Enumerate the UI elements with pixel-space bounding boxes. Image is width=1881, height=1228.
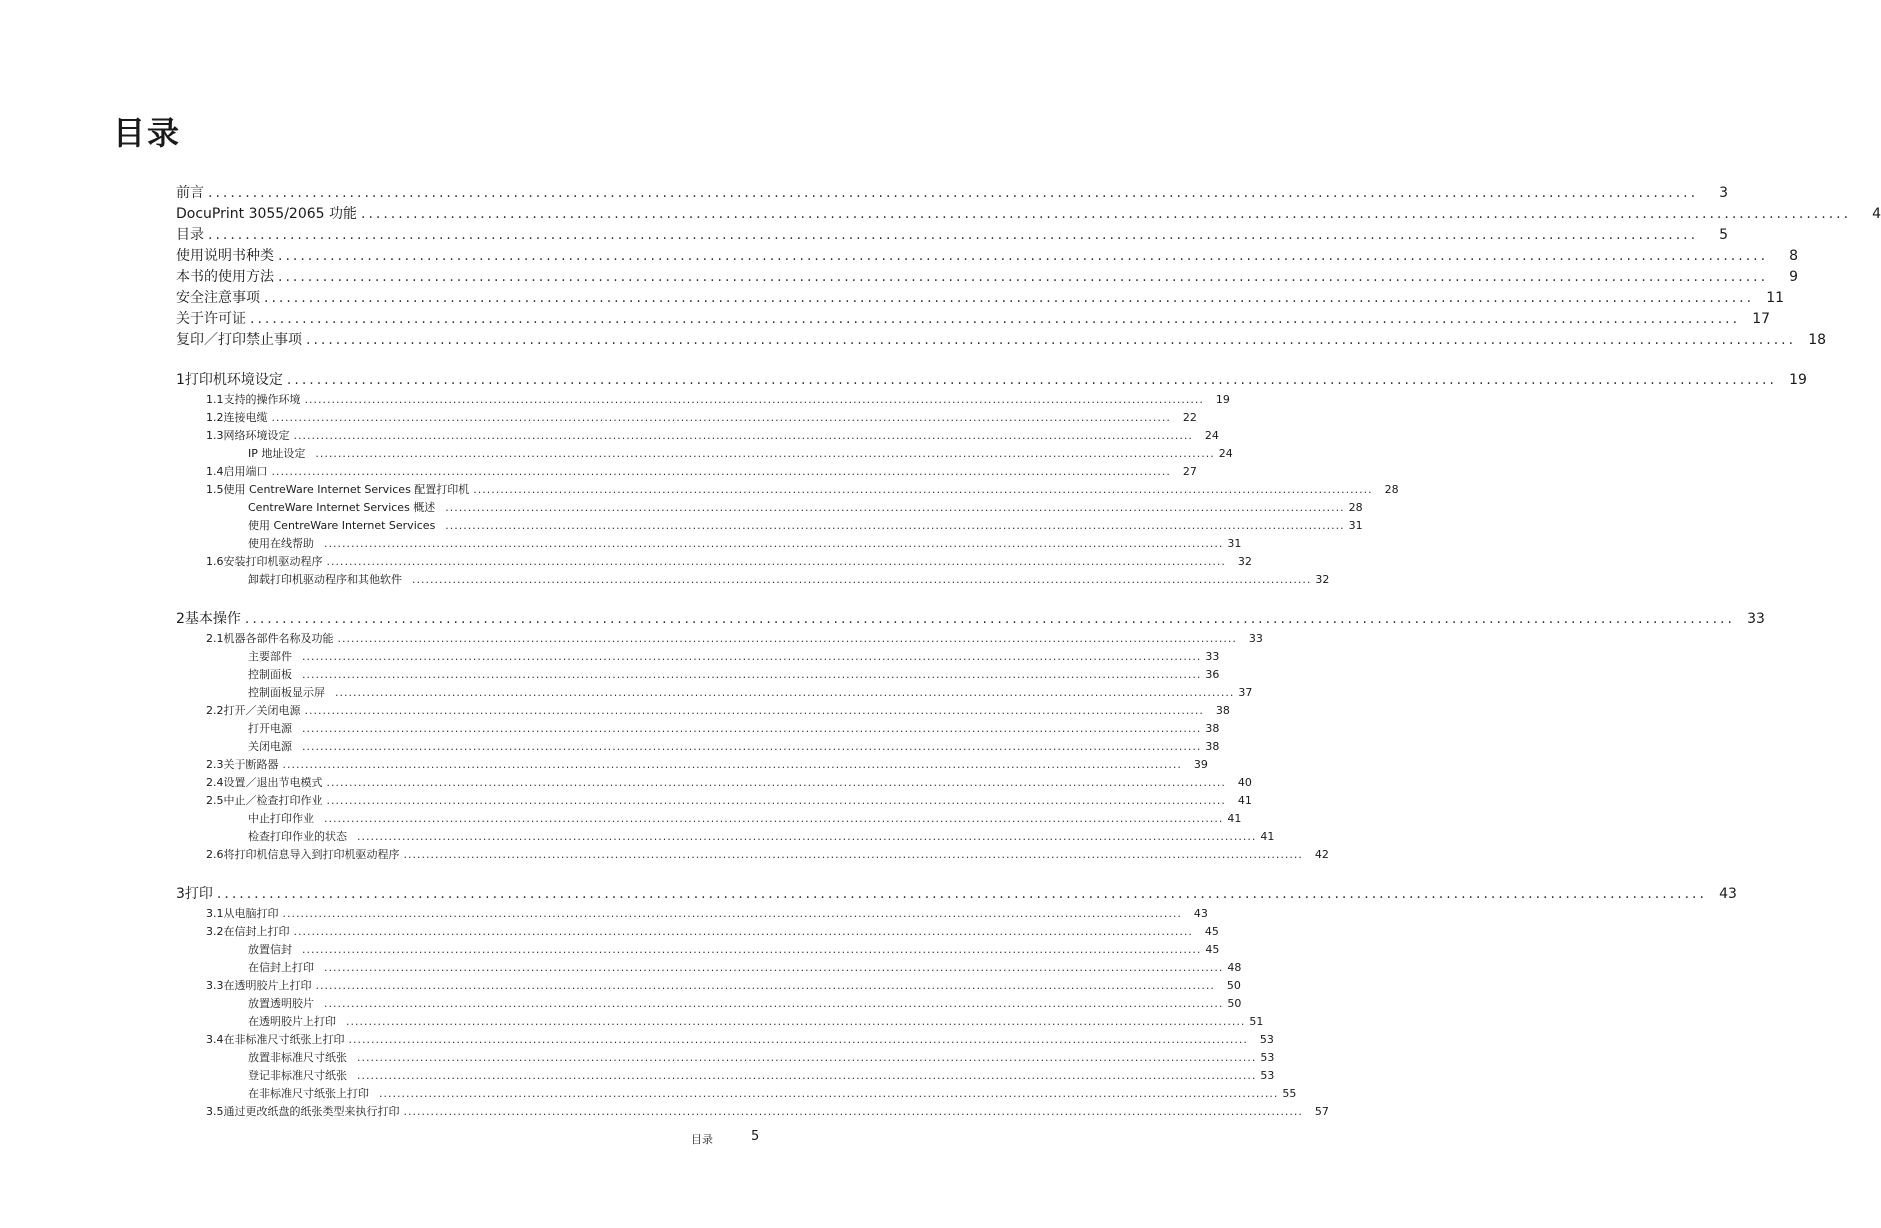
toc-entry-label: 放置非标准尺寸纸张 xyxy=(248,1051,347,1064)
toc-entry-label: 登记非标准尺寸纸张 xyxy=(248,1069,347,1082)
toc-subsection-entry[interactable] xyxy=(248,941,1220,957)
dot-leader: ........................................................................................................................................................................................................ xyxy=(324,537,1224,550)
toc-entry-label: IP 地址设定 xyxy=(248,447,306,460)
toc-section-entry[interactable] xyxy=(206,905,1208,921)
toc-entry-page: 19 xyxy=(1215,393,1230,406)
toc-entry-label: 机器各部件名称及功能 xyxy=(223,632,334,645)
toc-subsection-entry[interactable] xyxy=(248,571,1330,587)
dot-leader: ........................................................................................................................................................................................................ xyxy=(302,740,1202,753)
toc-entry-page: 18 xyxy=(1808,332,1827,348)
toc-front-entry[interactable] xyxy=(176,308,1771,328)
toc-entry-label: 关于断路器 xyxy=(223,758,279,771)
dot-leader: ........................................................................................................................................................................................................ xyxy=(445,501,1345,514)
dot-leader: ........................................................................................................................................................................................................ xyxy=(244,611,1735,627)
dot-leader: ........................................................................................................................................................................................................ xyxy=(250,311,1741,327)
toc-entry-label: 通过更改纸盘的纸张类型来执行打印 xyxy=(223,1105,400,1118)
toc-entry-number: 1 xyxy=(176,372,185,388)
toc-subsection-entry[interactable] xyxy=(248,517,1363,533)
dot-leader: ........................................................................................................................................................................................................ xyxy=(326,794,1226,807)
toc-front-entry[interactable] xyxy=(176,245,1799,265)
dot-leader: ........................................................................................................................................................................................................ xyxy=(278,248,1769,264)
toc-subsection-entry[interactable] xyxy=(248,995,1242,1011)
toc-entry-label: 卸载打印机驱动程序和其他软件 xyxy=(248,573,402,586)
toc-entry-number: 3.4 xyxy=(206,1033,224,1046)
dot-leader: ........................................................................................................................................................................................................ xyxy=(337,632,1237,645)
toc-section-entry[interactable] xyxy=(206,630,1263,646)
toc-entry-page: 5 xyxy=(1719,227,1729,243)
toc-front-entry[interactable] xyxy=(176,182,1729,202)
toc-entry-page: 43 xyxy=(1719,886,1737,902)
toc-entry-page: 19 xyxy=(1789,372,1807,388)
toc-section-entry[interactable] xyxy=(206,792,1252,808)
toc-entry-label: 检查打印作业的状态 xyxy=(248,830,347,843)
toc-entry-page: 8 xyxy=(1789,248,1799,264)
toc-entry-label: 打开电源 xyxy=(248,722,292,735)
toc-entry-page: 38 xyxy=(1205,740,1220,753)
dot-leader: ........................................................................................................................................................................................................ xyxy=(302,650,1202,663)
toc-entry-label: 前言 xyxy=(176,185,204,201)
toc-entry-number: 2.6 xyxy=(206,848,224,861)
toc-entry-page: 28 xyxy=(1384,483,1399,496)
toc-entry-label: 关闭电源 xyxy=(248,740,292,753)
toc-entry-page: 38 xyxy=(1215,704,1230,717)
toc-section-entry[interactable] xyxy=(206,463,1197,479)
toc-entry-number: 1.1 xyxy=(206,393,224,406)
toc-subsection-entry[interactable] xyxy=(248,1013,1264,1029)
toc-chapter-entry[interactable] xyxy=(176,369,1807,389)
toc-entry-label: 网络环境设定 xyxy=(223,429,290,442)
toc-section-entry[interactable] xyxy=(206,391,1230,407)
toc-entry-number: 2 xyxy=(176,611,185,627)
dot-leader: ........................................................................................................................................................................................................ xyxy=(315,447,1215,460)
dot-leader: ........................................................................................................................................................................................................ xyxy=(324,997,1224,1010)
toc-entry-number: 3.1 xyxy=(206,907,224,920)
toc-entry-number: 1.3 xyxy=(206,429,224,442)
toc-entry-number: 1.2 xyxy=(206,411,224,424)
dot-leader: ........................................................................................................................................................................................................ xyxy=(346,1015,1246,1028)
toc-entry-label: DocuPrint 3055/2065 功能 xyxy=(176,206,357,222)
toc-entry-label: 安全注意事项 xyxy=(176,290,260,306)
toc-entry-page: 40 xyxy=(1237,776,1252,789)
toc-entry-page: 41 xyxy=(1237,794,1252,807)
toc-section-entry[interactable] xyxy=(206,774,1252,790)
toc-subsection-entry[interactable] xyxy=(248,1067,1275,1083)
dot-leader: ........................................................................................................................................................................................................ xyxy=(278,269,1769,285)
toc-entry-page: 32 xyxy=(1237,555,1252,568)
dot-leader: ........................................................................................................................................................................................................ xyxy=(216,886,1707,902)
footer-page-number: 5 xyxy=(751,1129,760,1144)
toc-subsection-entry[interactable] xyxy=(248,720,1220,736)
toc-subsection-entry[interactable] xyxy=(248,738,1220,754)
toc-entry-page: 50 xyxy=(1226,979,1241,992)
toc-entry-page: 39 xyxy=(1193,758,1208,771)
toc-entry-page: 17 xyxy=(1752,311,1771,327)
dot-leader: ........................................................................................................................................................................................................ xyxy=(357,1069,1257,1082)
toc-entry-label: 放置信封 xyxy=(248,943,292,956)
toc-entry-page: 53 xyxy=(1259,1033,1274,1046)
toc-entry-number: 3.5 xyxy=(206,1105,224,1118)
toc-entry-page: 51 xyxy=(1249,1015,1264,1028)
toc-section-entry[interactable] xyxy=(206,1031,1274,1047)
dot-leader: ........................................................................................................................................................................................................ xyxy=(293,429,1193,442)
toc-entry-label: 使用 CentreWare Internet Services xyxy=(248,519,436,532)
toc-entry-page: 24 xyxy=(1204,429,1219,442)
toc-entry-label: 关于许可证 xyxy=(176,311,246,327)
toc-entry-page: 28 xyxy=(1348,501,1363,514)
dot-leader: ........................................................................................................................................................................................................ xyxy=(403,1105,1303,1118)
toc-entry-label: 中止／检查打印作业 xyxy=(223,794,323,807)
dot-leader: ........................................................................................................................................................................................................ xyxy=(271,465,1171,478)
toc-entry-label: 在非标准尺寸纸张上打印 xyxy=(223,1033,345,1046)
dot-leader: ........................................................................................................................................................................................................ xyxy=(286,372,1777,388)
toc-entry-number: 1.4 xyxy=(206,465,224,478)
dot-leader: ........................................................................................................................................................................................................ xyxy=(473,483,1373,496)
toc-entry-page: 38 xyxy=(1205,722,1220,735)
dot-leader: ........................................................................................................................................................................................................ xyxy=(403,848,1303,861)
toc-entry-label: 复印／打印禁止事项 xyxy=(176,332,302,348)
toc-entry-page: 41 xyxy=(1227,812,1242,825)
toc-entry-label: 使用说明书种类 xyxy=(176,248,274,264)
toc-entry-number: 2.4 xyxy=(206,776,224,789)
toc-entry-number: 2.1 xyxy=(206,632,224,645)
dot-leader: ........................................................................................................................................................................................................ xyxy=(282,758,1182,771)
toc-entry-label: 基本操作 xyxy=(184,611,241,627)
toc-entry-page: 57 xyxy=(1314,1105,1329,1118)
dot-leader: ........................................................................................................................................................................................................ xyxy=(302,668,1202,681)
toc-entry-label: 目录 xyxy=(176,227,204,243)
toc-entry-label: 使用在线帮助 xyxy=(248,537,314,550)
toc-entry-page: 45 xyxy=(1204,925,1219,938)
toc-section-entry[interactable] xyxy=(206,427,1219,443)
toc-entry-label: 打印机环境设定 xyxy=(184,372,283,388)
toc-subsection-entry[interactable] xyxy=(248,648,1220,664)
toc-chapter-entry[interactable] xyxy=(176,608,1765,628)
toc-front-entry[interactable] xyxy=(176,224,1729,244)
toc-entry-number: 3.3 xyxy=(206,979,224,992)
dot-leader: ........................................................................................................................................................................................................ xyxy=(306,332,1797,348)
toc-entry-page: 42 xyxy=(1314,848,1329,861)
toc-entry-page: 48 xyxy=(1227,961,1242,974)
toc-entry-page: 11 xyxy=(1766,290,1785,306)
toc-front-entry[interactable] xyxy=(176,329,1827,349)
toc-entry-label: 本书的使用方法 xyxy=(176,269,274,285)
toc-entry-page: 31 xyxy=(1348,519,1363,532)
toc-entry-label: 支持的操作环境 xyxy=(223,393,301,406)
toc-subsection-entry[interactable] xyxy=(248,499,1363,515)
toc-entry-number: 1.5 xyxy=(206,483,224,496)
toc-entry-label: 启用端口 xyxy=(223,465,268,478)
toc-entry-number: 2.2 xyxy=(206,704,224,717)
toc-subsection-entry[interactable] xyxy=(248,535,1242,551)
toc-front-entry[interactable] xyxy=(176,266,1799,286)
dot-leader: ........................................................................................................................................................................................................ xyxy=(357,830,1257,843)
toc-section-entry[interactable] xyxy=(206,1103,1329,1119)
toc-section-entry[interactable] xyxy=(206,846,1329,862)
toc-section-entry[interactable] xyxy=(206,702,1230,718)
toc-entry-page: 9 xyxy=(1789,269,1799,285)
dot-leader: ........................................................................................................................................................................................................ xyxy=(326,555,1226,568)
toc-entry-number: 2.5 xyxy=(206,794,224,807)
dot-leader: ........................................................................................................................................................................................................ xyxy=(304,393,1204,406)
toc-entry-label: 将打印机信息导入到打印机驱动程序 xyxy=(223,848,400,861)
dot-leader: ........................................................................................................................................................................................................ xyxy=(302,722,1202,735)
toc-entry-page: 31 xyxy=(1227,537,1242,550)
toc-entry-page: 32 xyxy=(1315,573,1330,586)
dot-leader: ........................................................................................................................................................................................................ xyxy=(302,943,1202,956)
dot-leader: ........................................................................................................................................................................................................ xyxy=(208,185,1699,201)
toc-section-entry[interactable] xyxy=(206,553,1252,569)
toc-entry-page: 53 xyxy=(1260,1069,1275,1082)
toc-subsection-entry[interactable] xyxy=(248,1049,1275,1065)
toc-subsection-entry[interactable] xyxy=(248,666,1220,682)
toc-chapter-entry[interactable] xyxy=(176,883,1737,903)
toc-entry-label: 从电脑打印 xyxy=(223,907,279,920)
toc-entry-label: 在信封上打印 xyxy=(248,961,314,974)
toc-entry-label: 放置透明胶片 xyxy=(248,997,314,1010)
toc-entry-page: 50 xyxy=(1227,997,1242,1010)
toc-front-entry[interactable] xyxy=(176,203,1881,223)
toc-entry-label: CentreWare Internet Services 概述 xyxy=(248,501,436,514)
dot-leader: ........................................................................................................................................................................................................ xyxy=(315,979,1215,992)
toc-subsection-entry[interactable] xyxy=(248,828,1275,844)
toc-entry-page: 37 xyxy=(1238,686,1253,699)
toc-entry-page: 36 xyxy=(1205,668,1220,681)
toc-entry-number: 3 xyxy=(176,886,185,902)
dot-leader: ........................................................................................................................................................................................................ xyxy=(348,1033,1248,1046)
dot-leader: ........................................................................................................................................................................................................ xyxy=(208,227,1699,243)
toc-entry-label: 控制面板 xyxy=(248,668,292,681)
toc-entry-number: 3.2 xyxy=(206,925,224,938)
dot-leader: ........................................................................................................................................................................................................ xyxy=(326,776,1226,789)
toc-front-entry[interactable] xyxy=(176,287,1785,307)
dot-leader: ........................................................................................................................................................................................................ xyxy=(412,573,1312,586)
toc-section-entry[interactable] xyxy=(206,481,1399,497)
toc-entry-label: 连接电缆 xyxy=(223,411,268,424)
toc-section-entry[interactable] xyxy=(206,977,1241,993)
toc-entry-page: 27 xyxy=(1182,465,1197,478)
toc-entry-page: 33 xyxy=(1747,611,1765,627)
page-title: 目录 xyxy=(113,114,182,152)
toc-entry-page: 53 xyxy=(1260,1051,1275,1064)
toc-entry-page: 3 xyxy=(1719,185,1729,201)
toc-entry-page: 43 xyxy=(1193,907,1208,920)
dot-leader: ........................................................................................................................................................................................................ xyxy=(335,686,1235,699)
dot-leader: ........................................................................................................................................................................................................ xyxy=(379,1087,1279,1100)
toc-entry-page: 33 xyxy=(1248,632,1263,645)
dot-leader: ........................................................................................................................................................................................................ xyxy=(361,206,1852,222)
toc-subsection-entry[interactable] xyxy=(248,684,1253,700)
toc-entry-label: 打印 xyxy=(184,886,213,902)
dot-leader: ........................................................................................................................................................................................................ xyxy=(282,907,1182,920)
toc-subsection-entry[interactable] xyxy=(248,810,1242,826)
toc-entry-label: 中止打印作业 xyxy=(248,812,314,825)
toc-section-entry[interactable] xyxy=(206,756,1208,772)
toc-entry-label: 主要部件 xyxy=(248,650,292,663)
toc-subsection-entry[interactable] xyxy=(248,1085,1297,1101)
dot-leader: ........................................................................................................................................................................................................ xyxy=(324,812,1224,825)
toc-entry-number: 1.6 xyxy=(206,555,224,568)
toc-entry-label: 在透明胶片上打印 xyxy=(223,979,312,992)
dot-leader: ........................................................................................................................................................................................................ xyxy=(304,704,1204,717)
toc-entry-page: 55 xyxy=(1282,1087,1297,1100)
toc-entry-label: 在非标准尺寸纸张上打印 xyxy=(248,1087,369,1100)
toc-entry-number: 2.3 xyxy=(206,758,224,771)
dot-leader: ........................................................................................................................................................................................................ xyxy=(293,925,1193,938)
footer-label: 目录 xyxy=(691,1133,713,1146)
toc-entry-label: 在透明胶片上打印 xyxy=(248,1015,336,1028)
toc-entry-page: 41 xyxy=(1260,830,1275,843)
toc-entry-label: 控制面板显示屏 xyxy=(248,686,325,699)
toc-section-entry[interactable] xyxy=(206,409,1197,425)
toc-subsection-entry[interactable] xyxy=(248,445,1233,461)
toc-entry-page: 22 xyxy=(1182,411,1197,424)
toc-entry-label: 使用 CentreWare Internet Services 配置打印机 xyxy=(223,483,470,496)
toc-entry-label: 安装打印机驱动程序 xyxy=(223,555,323,568)
toc-entry-label: 打开／关闭电源 xyxy=(223,704,301,717)
toc-entry-page: 45 xyxy=(1205,943,1220,956)
toc-section-entry[interactable] xyxy=(206,923,1219,939)
toc-subsection-entry[interactable] xyxy=(248,959,1242,975)
dot-leader: ........................................................................................................................................................................................................ xyxy=(357,1051,1257,1064)
toc-entry-page: 24 xyxy=(1218,447,1233,460)
dot-leader: ........................................................................................................................................................................................................ xyxy=(271,411,1171,424)
toc-entry-label: 设置／退出节电模式 xyxy=(223,776,323,789)
toc-entry-page: 4 xyxy=(1872,206,1881,222)
dot-leader: ........................................................................................................................................................................................................ xyxy=(324,961,1224,974)
toc-entry-label: 在信封上打印 xyxy=(223,925,290,938)
dot-leader: ........................................................................................................................................................................................................ xyxy=(264,290,1755,306)
toc-entry-page: 33 xyxy=(1205,650,1220,663)
dot-leader: ........................................................................................................................................................................................................ xyxy=(445,519,1345,532)
